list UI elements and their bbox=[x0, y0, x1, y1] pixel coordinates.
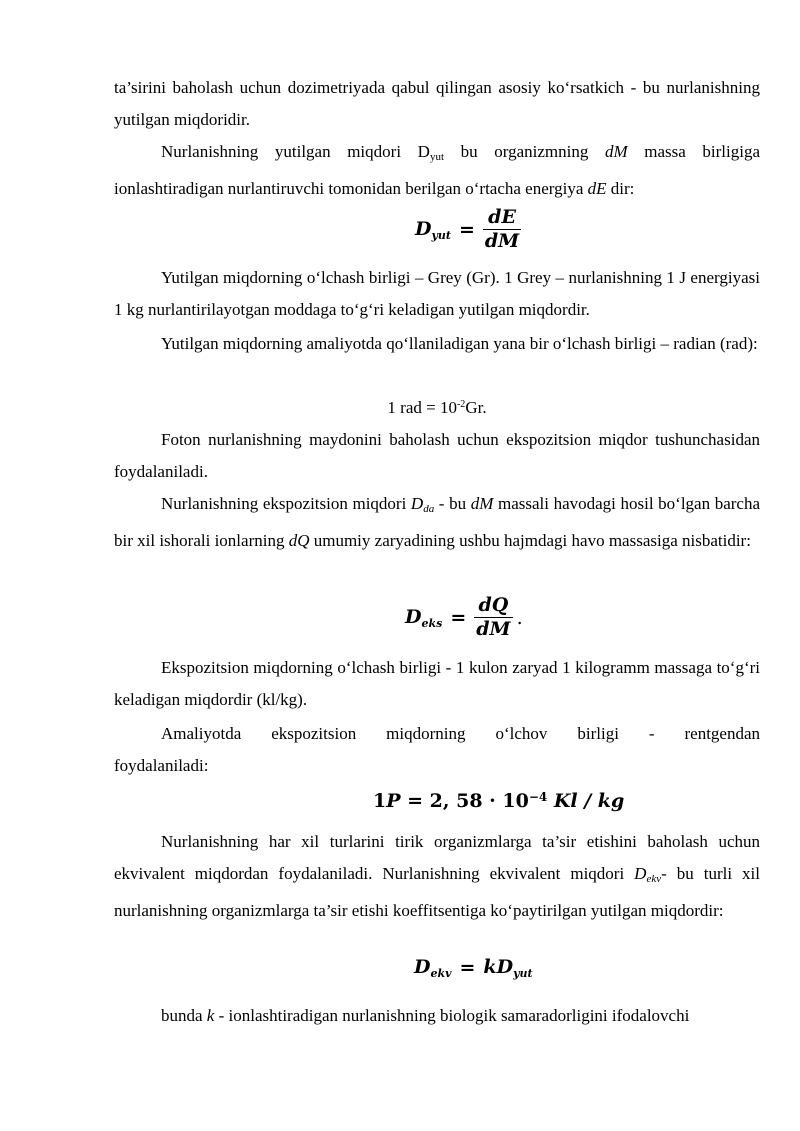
formula-exposure-dose: $D_{eks}$ = $\frac{dQ}{dM}$ . bbox=[405, 594, 523, 640]
paragraph-exposure-concept: Foton nurlanishning maydonini baholash uchun ekspozitsion miqdor tushunchasidan foydalaniladi. bbox=[114, 430, 760, 481]
fraction: $\frac{dQ}{dM}$ bbox=[476, 594, 511, 640]
paragraph-roentgen-line2: foydalaniladi: bbox=[114, 756, 209, 775]
fraction: $\frac{dE}{dM}$ bbox=[484, 206, 520, 252]
paragraph-rad-unit: Yutilgan miqdorning amaliyotda qo‘llaniladigan yana bir o‘lchash birligi – radian (rad): bbox=[161, 334, 758, 353]
formula-roentgen: 1P = 2, $58 \cdot 10^{-4}$ Kl / kg bbox=[373, 790, 625, 812]
paragraph-absorbed-dose: Nurlanishning yutilgan miqdori Dyut bu organizmning dM massa birligiga ionlashtiradigan nurlantiruvchi tomonidan berilgan o‘rtacha energiya dE dir: bbox=[114, 142, 760, 198]
paragraph-exposure-unit: Ekspozitsion miqdorning o‘lchash birligi - 1 kulon zaryad 1 kilogramm massaga to‘g‘ri keladigan miqdordir (kl/kg). bbox=[114, 658, 760, 709]
paragraph-intro: ta’sirini baholash uchun dozimetriyada qabul qilingan asosiy ko‘rsatkich - bu nurlanishning yutilgan miqdoridir. bbox=[114, 78, 760, 129]
formula-equivalent-dose: $D_{ekv} = kD_{yut}$ bbox=[414, 956, 533, 980]
paragraph-where-k: bunda k - ionlashtiradigan nurlanishning biologik samaradorligini ifodalovchi bbox=[161, 1006, 690, 1025]
paragraph-equivalent-dose: Nurlanishning har xil turlarini tirik organizmlarga ta’sir etishini baholash uchun ekvivalent miqdordan foydalaniladi. Nurlanishning ekvivalent miqdori Dekv- bu turli xil nurlanishning organizmlarga ta’sir etishi koeffitsentiga ko‘paytirilgan yutilgan miqdordir: bbox=[114, 832, 760, 920]
paragraph-exposure-dose: Nurlanishning ekspozitsion miqdori Dda - bu dM massali havodagi hosil bo‘lgan barcha bir xil ishorali ionlarning dQ umumiy zaryadining ushbu hajmdagi havo massasiga nisbatidir: bbox=[114, 494, 760, 550]
formula-rad: 1 rad = $10^{-2}Gr$. bbox=[387, 398, 487, 417]
paragraph-roentgen-line1: Amaliyotda ekspozitsion miqdorning o‘lchov birligi - rentgendan bbox=[161, 724, 761, 743]
formula-absorbed-dose: $D_{yut}$ = $\frac{dE}{dM}$ bbox=[415, 206, 520, 252]
paragraph-grey-unit: Yutilgan miqdorning o‘lchash birligi – Grey (Gr). 1 Grey – nurlanishning 1 J energiyasi 1 kg nurlantirilayotgan moddaga to‘g‘ri keladigan yutilgan miqdordir. bbox=[114, 268, 760, 319]
